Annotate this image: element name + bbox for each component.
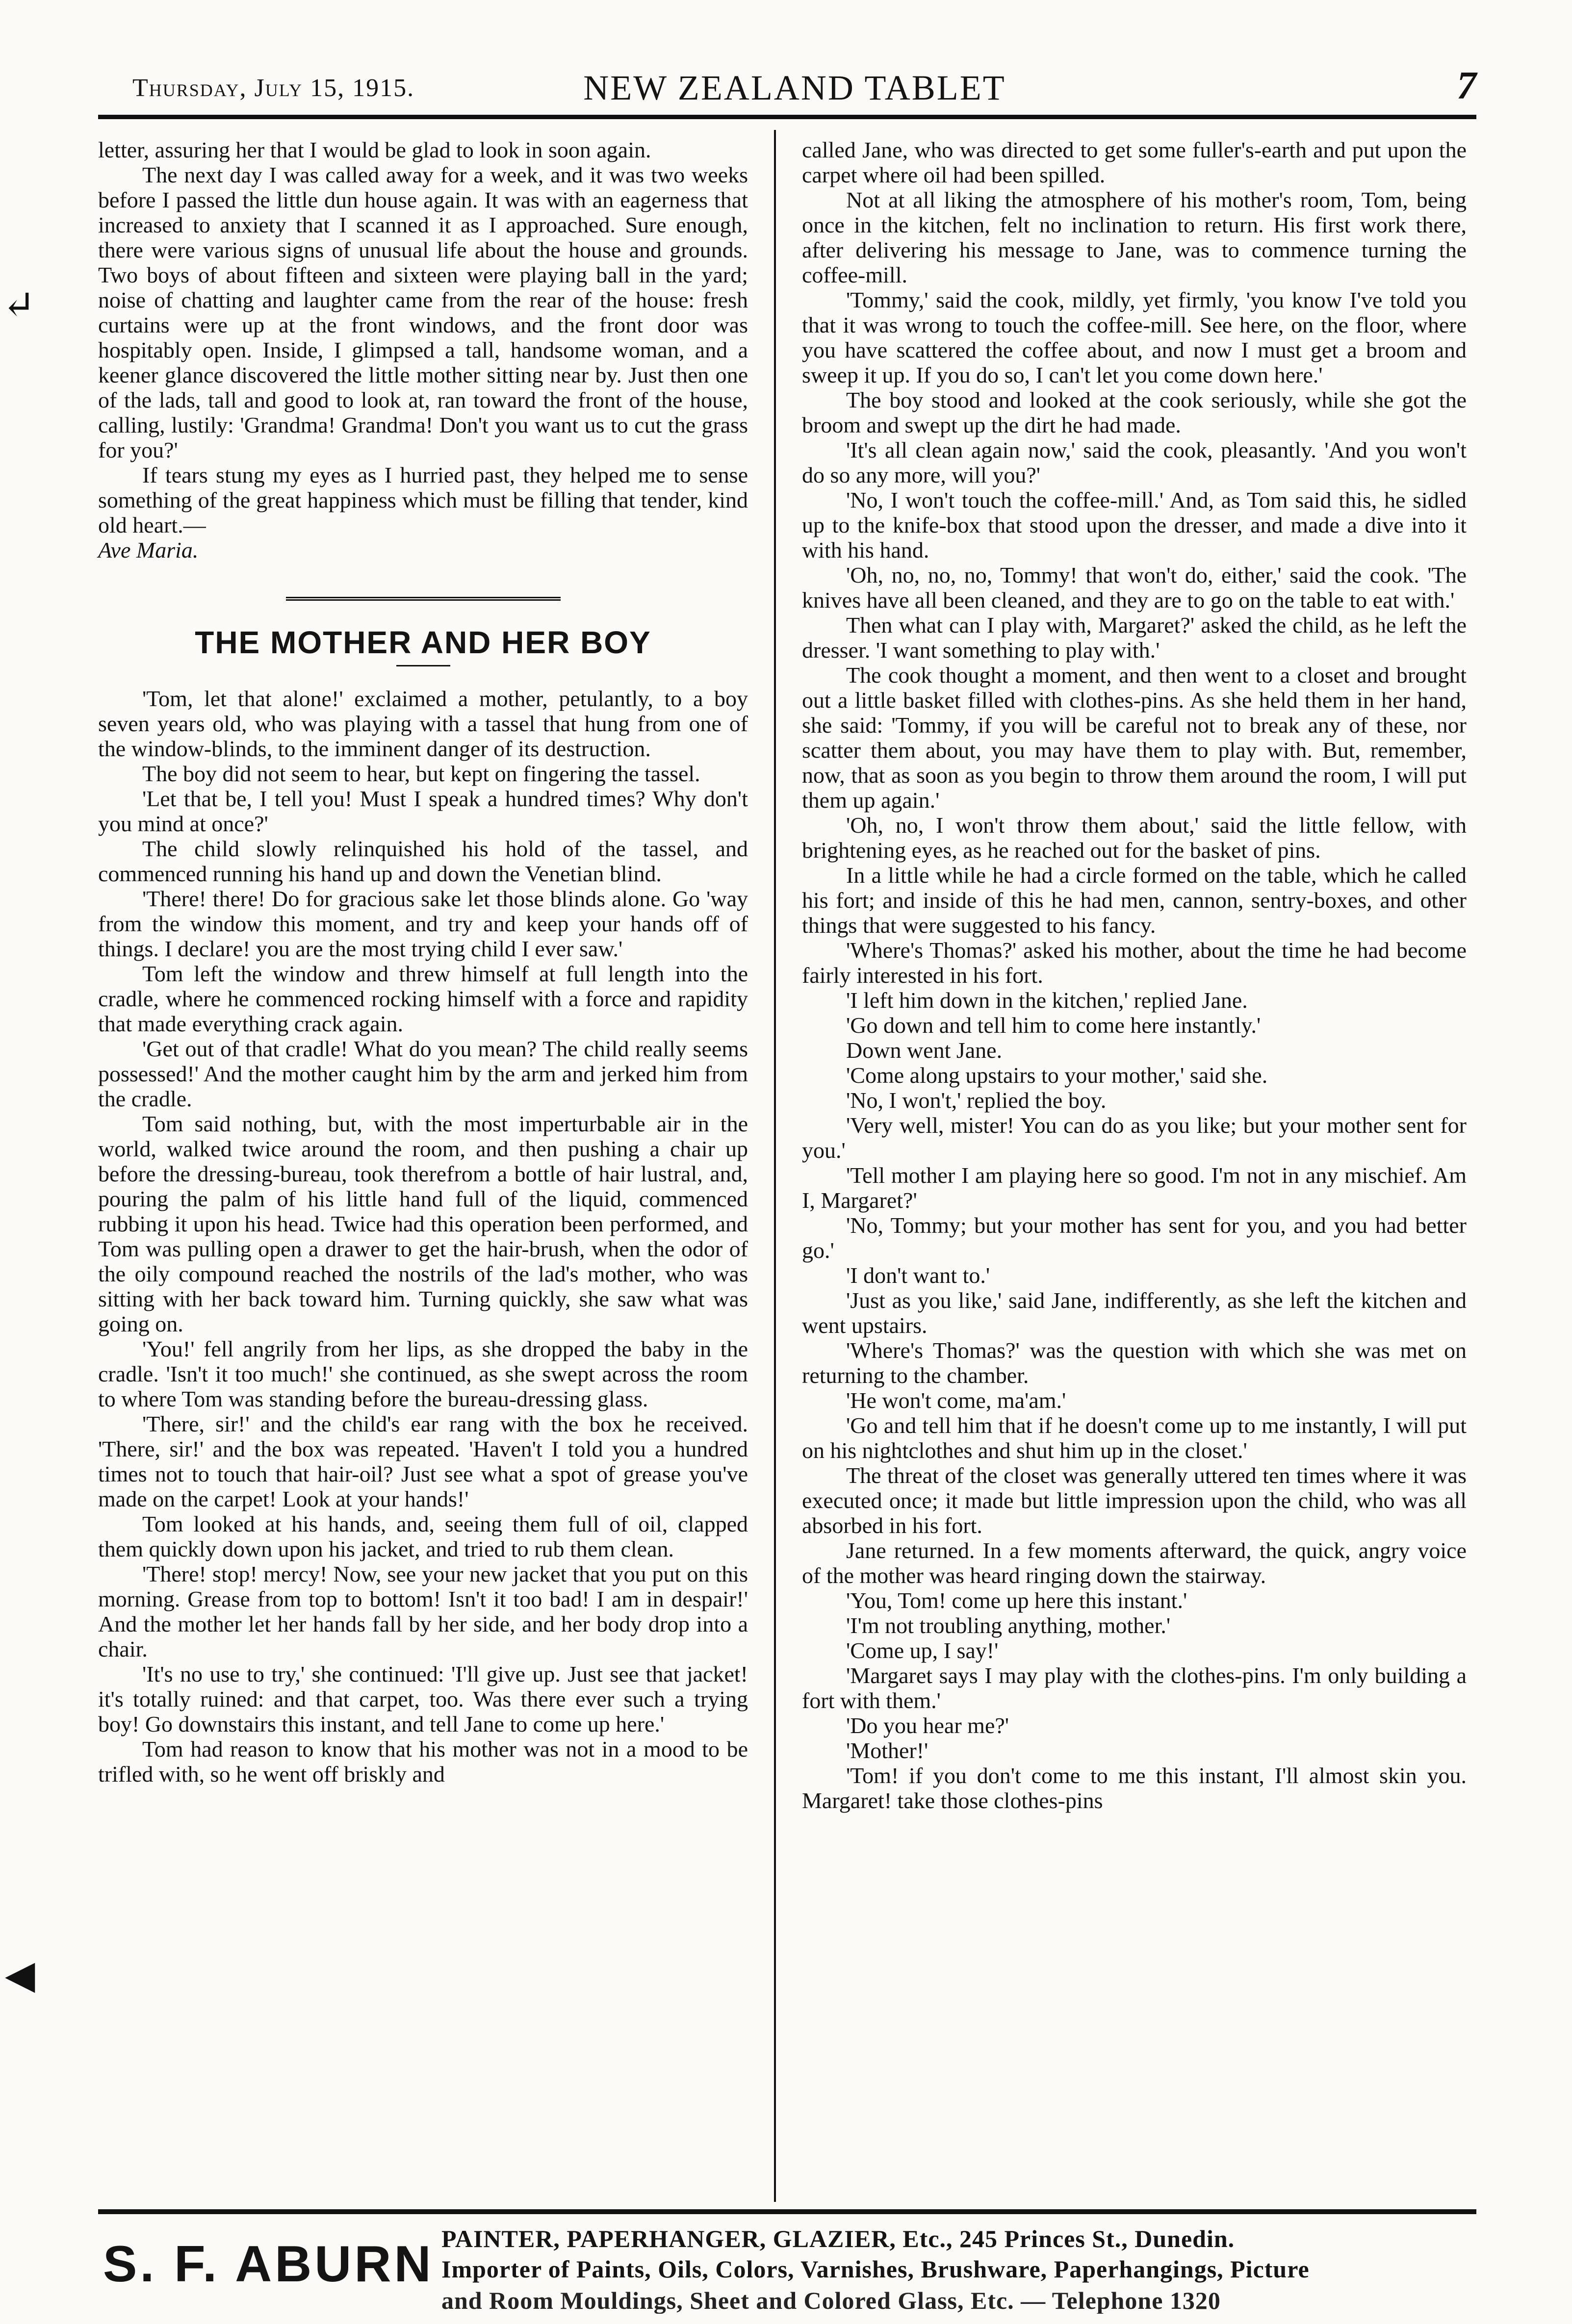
advertisement-line: PAINTER, PAPERHANGER, GLAZIER, Etc., 245 Princes St., Dunedin. bbox=[441, 2225, 1235, 2252]
paragraph: 'Margaret says I may play with the clothes-pins. I'm only building a fort with them.' bbox=[802, 1663, 1467, 1713]
footer-rule bbox=[98, 2209, 1476, 2214]
advertisement-line: Importer of Paints, Oils, Colors, Varnishes, Brushware, Paperhangings, Picture bbox=[441, 2255, 1310, 2283]
article-divider bbox=[286, 597, 561, 601]
paragraph: 'Go and tell him that if he doesn't come up to me instantly, I will put on his nightclothes and shut him up in the closet.' bbox=[802, 1413, 1467, 1463]
paragraph: 'Very well, mister! You can do as you like; but your mother sent for you.' bbox=[802, 1113, 1467, 1163]
margin-arrow-icon: ↵ bbox=[2, 284, 36, 327]
paragraph: If tears stung my eyes as I hurried past, they helped me to sense something of the great happiness which must be filling that tender, kind old heart.— bbox=[98, 462, 748, 537]
title-underline bbox=[396, 665, 450, 666]
header-rule bbox=[98, 115, 1476, 119]
paragraph: The cook thought a moment, and then went to a closet and brought out a little basket filled with clothes-pins. As she held them in her hand, she said: 'Tommy, if you will be careful not to break any of these, nor scatter them about, you may have them to play with. But, remember, now, that as soon as you begin to throw them around the room, I will put them up again.' bbox=[802, 663, 1467, 813]
paragraph: 'Come up, I say!' bbox=[846, 1638, 999, 1663]
page-number: 7 bbox=[1457, 64, 1476, 107]
continued-paragraph: letter, assuring her that I would be glad to look in soon again. bbox=[98, 137, 651, 162]
paragraph: 'Come along upstairs to your mother,' said she. bbox=[846, 1063, 1268, 1088]
source-credit: Ave Maria. bbox=[98, 537, 199, 562]
paragraph: 'I'm not troubling anything, mother.' bbox=[846, 1613, 1171, 1638]
paragraph: Then what can I play with, Margaret?' asked the child, as he left the dresser. 'I want something to play with.' bbox=[802, 613, 1467, 663]
paragraph: 'Tom, let that alone!' exclaimed a mother, petulantly, to a boy seven years old, who was playing with a tassel that hung from one of the window-blinds, to the imminent danger of its destruction. bbox=[98, 686, 748, 761]
paragraph: 'Tell mother I am playing here so good. I'm not in any mischief. Am I, Margaret?' bbox=[802, 1163, 1467, 1213]
advertisement-line: and Room Mouldings, Sheet and Colored Glass, Etc. — Telephone 1320 bbox=[441, 2287, 1221, 2314]
paragraph: 'Oh, no, I won't throw them about,' said the little fellow, with brightening eyes, as he reached out for the basket of pins. bbox=[802, 813, 1467, 863]
paragraph: 'There, sir!' and the child's ear rang with the box he received. 'There, sir!' and the box was repeated. 'Haven't I told you a hundred times not to touch that hair-oil? Just see what a spot of grease you've made on the carpet! Look at your hands!' bbox=[98, 1411, 748, 1511]
paragraph: Tom had reason to know that his mother was not in a mood to be trifled with, so he went off briskly and bbox=[98, 1737, 748, 1787]
paragraph: 'Mother!' bbox=[846, 1738, 928, 1763]
paragraph: The next day I was called away for a week, and it was two weeks before I passed the little dun house again. It was with an eagerness that increased to anxiety that I scanned it as I approached. Sure enough, there were various signs of unusual life about the house and grounds. Two boys of about fifteen and sixteen were playing ball in the yard; noise of chatting and laughter came from the rear of the house: fresh curtains were up at the front windows, and the front door was hospitably open. Inside, I glimpsed a tall, handsome woman, and a keener glance discovered the little mother sitting near by. Just then one of the lads, tall and good to look at, ran toward the front of the house, calling, lustily: 'Grandma! Grandma! Don't you want us to cut the grass for you?' bbox=[98, 162, 748, 462]
column-divider bbox=[774, 130, 776, 2202]
paragraph: The boy stood and looked at the cook seriously, while she got the broom and swept up the dirt he had made. bbox=[802, 387, 1467, 437]
paragraph: 'No, I won't,' replied the boy. bbox=[846, 1088, 1107, 1113]
margin-pointer-icon: ◀ bbox=[5, 1954, 35, 1997]
paragraph: Tom left the window and threw himself at full length into the cradle, where he commenced rocking himself with a force and rapidity that made everything crack again. bbox=[98, 961, 748, 1036]
paragraph: 'He won't come, ma'am.' bbox=[846, 1388, 1066, 1413]
paragraph: 'It's no use to try,' she continued: 'I'll give up. Just see that jacket! it's totally ruined: and that carpet, too. Was there ever such a trying boy! Go downstairs this instant, and tell Jane to come up here.' bbox=[98, 1661, 748, 1737]
article-title: THE MOTHER AND HER BOY bbox=[195, 625, 651, 660]
paragraph: 'I don't want to.' bbox=[846, 1263, 990, 1288]
newspaper-title: NEW ZEALAND TABLET bbox=[583, 68, 1006, 107]
advertisement-footer bbox=[98, 2221, 1476, 2314]
paragraph: 'There! stop! mercy! Now, see your new jacket that you put on this morning. Grease from top to bottom! Isn't it too bad! I am in despair!' And the mother let her hands fall by her side, and her body drop into a chair. bbox=[98, 1561, 748, 1661]
paragraph: 'Let that be, I tell you! Must I speak a hundred times? Why don't you mind at once?' bbox=[98, 786, 748, 836]
continued-paragraph: called Jane, who was directed to get some fuller's-earth and put upon the carpet where oil had been spilled. bbox=[802, 137, 1467, 187]
paragraph: 'Where's Thomas?' was the question with which she was met on returning to the chamber. bbox=[802, 1338, 1467, 1388]
paragraph: 'You, Tom! come up here this instant.' bbox=[846, 1588, 1187, 1613]
paragraph: The boy did not seem to hear, but kept on fingering the tassel. bbox=[142, 761, 700, 786]
paragraph: Tom looked at his hands, and, seeing them full of oil, clapped them quickly down upon his jacket, and tried to rub them clean. bbox=[98, 1511, 748, 1561]
paragraph: 'Where's Thomas?' asked his mother, about the time he had become fairly interested in his fort. bbox=[802, 938, 1467, 988]
paragraph: 'I left him down in the kitchen,' replied Jane. bbox=[846, 988, 1248, 1013]
left-column bbox=[98, 137, 748, 1787]
paragraph: The threat of the closet was generally uttered ten times where it was executed once; it made but little impression upon the child, who was all absorbed in his fort. bbox=[802, 1463, 1467, 1538]
paragraph: Jane returned. In a few moments afterward, the quick, angry voice of the mother was heard ringing down the stairway. bbox=[802, 1538, 1467, 1588]
paragraph: 'Just as you like,' said Jane, indifferently, as she left the kitchen and went upstairs. bbox=[802, 1288, 1467, 1338]
paragraph: 'No, I won't touch the coffee-mill.' And, as Tom said this, he sidled up to the knife-box that stood upon the dresser, and made a dive into it with his hand. bbox=[802, 487, 1467, 562]
paragraph: 'Get out of that cradle! What do you mean? The child really seems possessed!' And the mother caught him by the arm and jerked him from the cradle. bbox=[98, 1036, 748, 1111]
advertiser-name: S. F. ABURN bbox=[103, 2236, 434, 2293]
paragraph: Tom said nothing, but, with the most imperturbable air in the world, walked twice around the room, and then pushing a chair up before the dressing-bureau, took therefrom a bottle of hair lustral, and, pouring the palm of his little hand full of the liquid, commenced rubbing it upon his head. Twice had this operation been performed, and Tom was pulling open a drawer to get the hair-brush, when the odor of the oily compound reached the nostrils of the lad's mother, who was sitting with her back toward him. Turning quickly, she saw what was going on. bbox=[98, 1111, 748, 1336]
paragraph: 'Do you hear me?' bbox=[846, 1713, 1009, 1738]
paragraph: 'There! there! Do for gracious sake let those blinds alone. Go 'way from the window this moment, and try and keep your hands off of things. I declare! you are the most trying child I ever saw.' bbox=[98, 886, 748, 961]
paragraph: Not at all liking the atmosphere of his mother's room, Tom, being once in the kitchen, felt no inclination to return. His first work there, after delivering his message to Jane, was to commence turning the coffee-mill. bbox=[802, 187, 1467, 287]
paragraph: 'Tommy,' said the cook, mildly, yet firmly, 'you know I've told you that it was wrong to touch the coffee-mill. See here, on the floor, where you have scattered the coffee about, and now I must get a broom and sweep it up. If you do so, I can't let you come down here.' bbox=[802, 287, 1467, 387]
paragraph: 'You!' fell angrily from her lips, as she dropped the baby in the cradle. 'Isn't it too much!' she continued, as she swept across the room to where Tom was standing before the bureau-dressing glass. bbox=[98, 1336, 748, 1411]
right-column bbox=[802, 137, 1467, 1813]
paragraph: 'Go down and tell him to come here instantly.' bbox=[846, 1013, 1261, 1038]
issue-date: Thursday, July 15, 1915. bbox=[132, 74, 415, 102]
paragraph: 'It's all clean again now,' said the cook, pleasantly. 'And you won't do so any more, will you?' bbox=[802, 437, 1467, 487]
paragraph: 'No, Tommy; but your mother has sent for you, and you had better go.' bbox=[802, 1213, 1467, 1263]
paragraph: Down went Jane. bbox=[846, 1038, 1003, 1063]
page-header bbox=[108, 64, 1481, 113]
paragraph: The child slowly relinquished his hold of the tassel, and commenced running his hand up and down the Venetian blind. bbox=[98, 836, 748, 886]
paragraph: 'Tom! if you don't come to me this instant, I'll almost skin you. Margaret! take those clothes-pins bbox=[802, 1763, 1467, 1813]
paragraph: In a little while he had a circle formed on the table, which he called his fort; and inside of this he had men, cannon, sentry-boxes, and other things that were suggested to his fancy. bbox=[802, 863, 1467, 938]
paragraph: 'Oh, no, no, no, Tommy! that won't do, either,' said the cook. 'The knives have all been cleaned, and they are to go on the table to eat with.' bbox=[802, 562, 1467, 613]
